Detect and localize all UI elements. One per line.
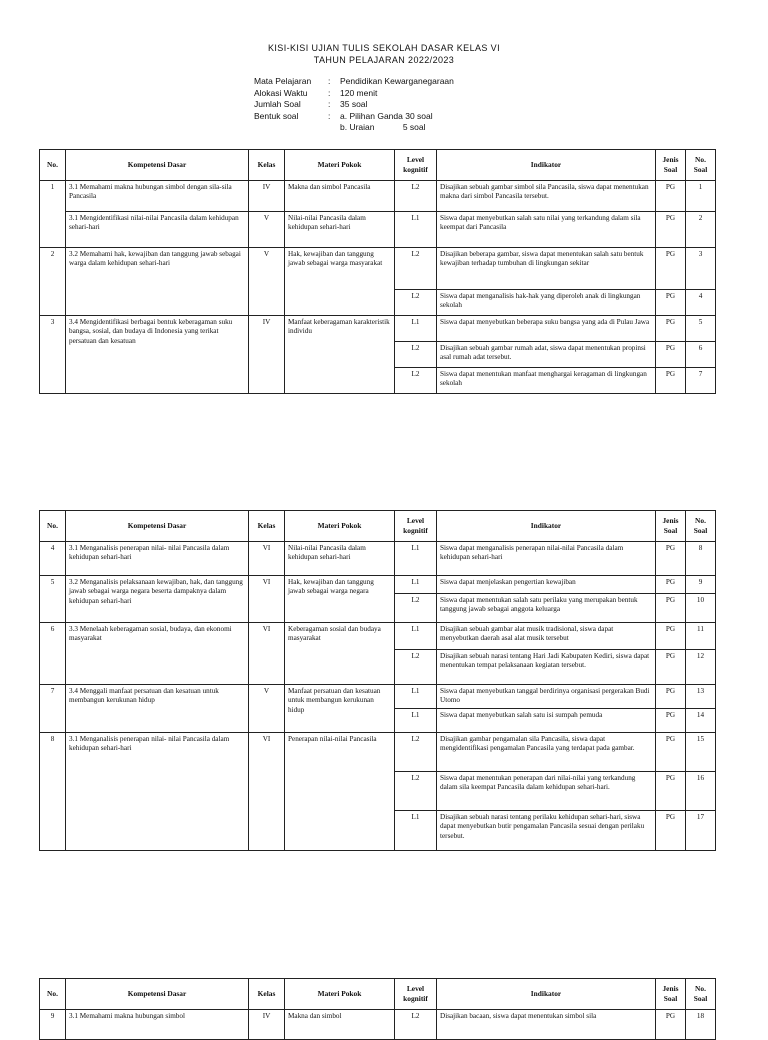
jenis-soal-cell: PG	[656, 290, 686, 316]
kompetensi-dasar-cell: 3.4 Menggali manfaat persatuan dan kesatuan untuk membangun kerukunan hidup	[66, 685, 249, 733]
level-kognitif-cell: L2	[395, 733, 437, 772]
indikator-cell: Disajikan sebuah gambar simbol sila Pancasila, siswa dapat menentukan makna dari simbol Pancasila tersebut.	[437, 181, 656, 212]
exam-info-row	[254, 76, 454, 88]
indikator-cell: Siswa dapat menganalisis hak-hak yang diperoleh anak di lingkungan sekolah	[437, 290, 656, 316]
jenis-soal-cell: PG	[656, 623, 686, 650]
kompetensi-dasar-cell: 3.4 Mengidentifikasi berbagai bentuk keberagaman suku bangsa, sosial, dan budaya di Indonesia yang terikat persatuan dan kesatuan	[66, 316, 249, 394]
jenis-soal-cell: PG	[656, 342, 686, 368]
level-kognitif-cell: L1	[395, 811, 437, 851]
materi-pokok-cell: Makna dan simbol	[285, 1010, 395, 1040]
header-kelas: Kelas	[249, 511, 285, 542]
materi-pokok-cell: Keberagaman sosial dan budaya masyarakat	[285, 623, 395, 685]
level-kognitif-cell: L2	[395, 650, 437, 685]
indikator-cell: Disajikan bacaan, siswa dapat menentukan simbol sila	[437, 1010, 656, 1040]
header-jenis-soal: Jenis Soal	[656, 511, 686, 542]
kompetensi-dasar-cell: 3.2 Menganalisis pelaksanaan kewajiban, hak, dan tanggung jawab sebagai warga negara beserta dampaknya dalam kehidupan sehari-hari	[66, 576, 249, 623]
header-materi-pokok: Materi Pokok	[285, 511, 395, 542]
materi-pokok-cell: Makna dan simbol Pancasila	[285, 181, 395, 212]
level-kognitif-cell: L2	[395, 594, 437, 623]
table-row	[40, 1010, 716, 1040]
jenis-soal-cell: PG	[656, 248, 686, 290]
level-kognitif-cell: L2	[395, 248, 437, 290]
indikator-cell: Disajikan sebuah gambar rumah adat, siswa dapat menentukan propinsi asal rumah adat tersebut.	[437, 342, 656, 368]
header-indikator: Indikator	[437, 150, 656, 181]
kelas-cell: IV	[249, 316, 285, 394]
nomor-soal-cell: 6	[686, 342, 716, 368]
materi-pokok-cell: Manfaat persatuan dan kesatuan untuk membangun kerukunan hidup	[285, 685, 395, 733]
level-kognitif-cell: L1	[395, 685, 437, 709]
indikator-cell: Disajikan sebuah narasi tentang perilaku kehidupan sehari-hari, siswa dapat menyebutkan butir pengamalan Pancasila sesuai dengan perilaku tersebut.	[437, 811, 656, 851]
table-header-row	[40, 979, 716, 1010]
exam-info	[254, 76, 454, 134]
kelas-cell: V	[249, 685, 285, 733]
header-kompetensi-dasar: Kompetensi Dasar	[66, 979, 249, 1010]
kelas-cell: IV	[249, 181, 285, 212]
exam-info-label: Bentuk soal	[254, 110, 299, 121]
level-kognitif-cell: L2	[395, 368, 437, 394]
nomor-soal-cell: 5	[686, 316, 716, 342]
table-row	[40, 733, 716, 772]
exam-info-row	[254, 88, 454, 100]
jenis-soal-cell: PG	[656, 685, 686, 709]
exam-info-colon: :	[328, 76, 331, 86]
header-kelas: Kelas	[249, 150, 285, 181]
level-kognitif-cell: L2	[395, 181, 437, 212]
kisi-table-2	[39, 510, 716, 851]
nomor-soal-cell: 16	[686, 772, 716, 811]
kisi-table-3	[39, 978, 716, 1040]
no-cell: 2	[40, 248, 66, 316]
header-level-kognitif: Level kognitif	[395, 511, 437, 542]
kompetensi-dasar-cell: 3.1 Memahami makna hubungan simbol dengan sila-sila Pancasila	[66, 181, 249, 212]
materi-pokok-cell: Hak, kewajiban dan tanggung jawab sebagai warga masyarakat	[285, 248, 395, 316]
exam-info-label: Mata Pelajaran	[254, 76, 312, 86]
no-cell: 5	[40, 576, 66, 623]
level-kognitif-cell: L1	[395, 576, 437, 594]
indikator-cell: Siswa dapat menyebutkan beberapa suku bangsa yang ada di Pulau Jawa	[437, 316, 656, 342]
nomor-soal-cell: 11	[686, 623, 716, 650]
level-kognitif-cell: L2	[395, 1010, 437, 1040]
indikator-cell: Siswa dapat menganalisis penerapan nilai-nilai Pancasila dalam kehidupan sehari-hari	[437, 542, 656, 576]
exam-info-row	[254, 122, 454, 134]
no-cell: 9	[40, 1010, 66, 1040]
level-kognitif-cell: L1	[395, 316, 437, 342]
table-row	[40, 212, 716, 248]
no-cell: 8	[40, 733, 66, 851]
kisi-table-1	[39, 149, 716, 394]
materi-pokok-cell: Nilai-nilai Pancasila dalam kehidupan sehari-hari	[285, 212, 395, 248]
exam-info-value: 35 soal	[340, 99, 368, 109]
header-nomor-soal: No. Soal	[686, 511, 716, 542]
header-jenis-soal: Jenis Soal	[656, 150, 686, 181]
jenis-soal-cell: PG	[656, 650, 686, 685]
header-nomor-soal: No. Soal	[686, 150, 716, 181]
exam-info-value: Pendidikan Kewarganegaraan	[340, 76, 454, 86]
materi-pokok-cell: Penerapan nilai-nilai Pancasila	[285, 733, 395, 851]
jenis-soal-cell: PG	[656, 212, 686, 248]
header-no: No.	[40, 979, 66, 1010]
exam-info-value: a. Pilihan Ganda 30 soal	[340, 110, 433, 121]
materi-pokok-cell: Manfaat keberagaman karakteristik individu	[285, 316, 395, 394]
jenis-soal-cell: PG	[656, 709, 686, 733]
level-kognitif-cell: L1	[395, 542, 437, 576]
jenis-soal-cell: PG	[656, 772, 686, 811]
exam-info-value: 120 menit	[340, 87, 378, 98]
header-kompetensi-dasar: Kompetensi Dasar	[66, 150, 249, 181]
indikator-cell: Disajikan sebuah gambar alat musik tradisional, siswa dapat menyebutkan daerah asal alat musik tersebut	[437, 623, 656, 650]
table-row	[40, 685, 716, 709]
header-kompetensi-dasar: Kompetensi Dasar	[66, 511, 249, 542]
exam-info-colon: :	[328, 110, 331, 121]
no-cell: 4	[40, 542, 66, 576]
header-materi-pokok: Materi Pokok	[285, 150, 395, 181]
nomor-soal-cell: 8	[686, 542, 716, 576]
nomor-soal-cell: 17	[686, 811, 716, 851]
kelas-cell: V	[249, 248, 285, 316]
indikator-cell: Siswa dapat menyebutkan tanggal berdirinya organisasi pergerakan Budi Utomo	[437, 685, 656, 709]
kelas-cell: IV	[249, 1010, 285, 1040]
indikator-cell: Disajikan beberapa gambar, siswa dapat menentukan salah satu bentuk kewajiban terhadap tumbuhan di lingkungan sekitar	[437, 248, 656, 290]
jenis-soal-cell: PG	[656, 733, 686, 772]
materi-pokok-cell: Hak, kewajiban dan tanggung jawab sebagai warga negara	[285, 576, 395, 623]
level-kognitif-cell: L1	[395, 212, 437, 248]
no-cell: 7	[40, 685, 66, 733]
exam-info-row	[254, 111, 454, 123]
header-level-kognitif: Level kognitif	[395, 979, 437, 1010]
exam-info-colon: :	[328, 99, 331, 109]
table-header-row	[40, 511, 716, 542]
nomor-soal-cell: 2	[686, 212, 716, 248]
indikator-cell: Disajikan sebuah narasi tentang Hari Jadi Kabupaten Kediri, siswa dapat menentukan tempat pelaksanaan kegiatan tersebut.	[437, 650, 656, 685]
materi-pokok-cell: Nilai-nilai Pancasila dalam kehidupan sehari-hari	[285, 542, 395, 576]
table-row	[40, 316, 716, 342]
level-kognitif-cell: L1	[395, 623, 437, 650]
header-indikator: Indikator	[437, 979, 656, 1010]
level-kognitif-cell: L2	[395, 342, 437, 368]
indikator-cell: Siswa dapat menyebutkan salah satu nilai yang terkandung dalam sila keempat dari Pancasila	[437, 212, 656, 248]
nomor-soal-cell: 4	[686, 290, 716, 316]
jenis-soal-cell: PG	[656, 316, 686, 342]
header-materi-pokok: Materi Pokok	[285, 979, 395, 1010]
header-indikator: Indikator	[437, 511, 656, 542]
kelas-cell: VI	[249, 733, 285, 851]
level-kognitif-cell: L1	[395, 709, 437, 733]
header-nomor-soal: No. Soal	[686, 979, 716, 1010]
kelas-cell: VI	[249, 542, 285, 576]
header-no: No.	[40, 150, 66, 181]
indikator-cell: Siswa dapat menjelaskan pengertian kewajiban	[437, 576, 656, 594]
header-level-kognitif: Level kognitif	[395, 150, 437, 181]
no-cell: 1	[40, 181, 66, 248]
nomor-soal-cell: 9	[686, 576, 716, 594]
nomor-soal-cell: 7	[686, 368, 716, 394]
table-header-row	[40, 150, 716, 181]
kompetensi-dasar-cell: 3.1 Memahami makna hubungan simbol	[66, 1010, 249, 1040]
kompetensi-dasar-cell: 3.1 Menganalisis penerapan nilai- nilai Pancasila dalam kehidupan sehari-hari	[66, 542, 249, 576]
indikator-cell: Siswa dapat menyebutkan salah satu isi sumpah pemuda	[437, 709, 656, 733]
kompetensi-dasar-cell: 3.1 Menganalisis penerapan nilai- nilai Pancasila dalam kehidupan sehari-hari	[66, 733, 249, 851]
nomor-soal-cell: 14	[686, 709, 716, 733]
indikator-cell: Disajikan gambar pengamalan sila Pancasila, siswa dapat mengidentifikasi pengamalan Pancasila yang terdapat pada gambar.	[437, 733, 656, 772]
exam-info-label: Alokasi Waktu	[254, 87, 308, 98]
kompetensi-dasar-cell: 3.2 Memahami hak, kewajiban dan tanggung jawab sebagai warga dalam kehidupan sehari-hari	[66, 248, 249, 316]
nomor-soal-cell: 10	[686, 594, 716, 623]
exam-info-label: Jumlah Soal	[254, 99, 301, 109]
table-row	[40, 576, 716, 594]
kelas-cell: VI	[249, 623, 285, 685]
indikator-cell: Siswa dapat menentukan manfaat menghargai keragaman di lingkungan sekolah	[437, 368, 656, 394]
nomor-soal-cell: 1	[686, 181, 716, 212]
jenis-soal-cell: PG	[656, 594, 686, 623]
jenis-soal-cell: PG	[656, 576, 686, 594]
level-kognitif-cell: L2	[395, 772, 437, 811]
no-cell: 6	[40, 623, 66, 685]
table-row	[40, 181, 716, 212]
kelas-cell: V	[249, 212, 285, 248]
nomor-soal-cell: 15	[686, 733, 716, 772]
jenis-soal-cell: PG	[656, 368, 686, 394]
document-subtitle: TAHUN PELAJARAN 2022/2023	[313, 55, 455, 65]
kelas-cell: VI	[249, 576, 285, 623]
jenis-soal-cell: PG	[656, 181, 686, 212]
header-jenis-soal: Jenis Soal	[656, 979, 686, 1010]
jenis-soal-cell: PG	[656, 811, 686, 851]
table-row	[40, 623, 716, 650]
table-row	[40, 542, 716, 576]
exam-info-value: b. Uraian 5 soal	[340, 122, 426, 132]
kompetensi-dasar-cell: 3.1 Mengidentifikasi nilai-nilai Pancasila dalam kehidupan sehari-hari	[66, 212, 249, 248]
indikator-cell: Siswa dapat menentukan penerapan dari nilai-nilai yang terkandung dalam sila keempat Pancasila dalam kehidupan sehari-hari.	[437, 772, 656, 811]
jenis-soal-cell: PG	[656, 1010, 686, 1040]
no-cell: 3	[40, 316, 66, 394]
exam-info-row	[254, 99, 454, 111]
document-title: KISI-KISI UJIAN TULIS SEKOLAH DASAR KELAS VI	[267, 43, 500, 53]
jenis-soal-cell: PG	[656, 542, 686, 576]
exam-info-colon: :	[328, 87, 331, 98]
nomor-soal-cell: 12	[686, 650, 716, 685]
nomor-soal-cell: 13	[686, 685, 716, 709]
indikator-cell: Siswa dapat menentukan salah satu perilaku yang merupakan bentuk tanggung jawab sebagai anggota keluarga	[437, 594, 656, 623]
nomor-soal-cell: 3	[686, 248, 716, 290]
header-no: No.	[40, 511, 66, 542]
nomor-soal-cell: 18	[686, 1010, 716, 1040]
table-row	[40, 248, 716, 290]
header-kelas: Kelas	[249, 979, 285, 1010]
kompetensi-dasar-cell: 3.3 Menelaah keberagaman sosial, budaya, dan ekonomi masyarakat	[66, 623, 249, 685]
level-kognitif-cell: L2	[395, 290, 437, 316]
